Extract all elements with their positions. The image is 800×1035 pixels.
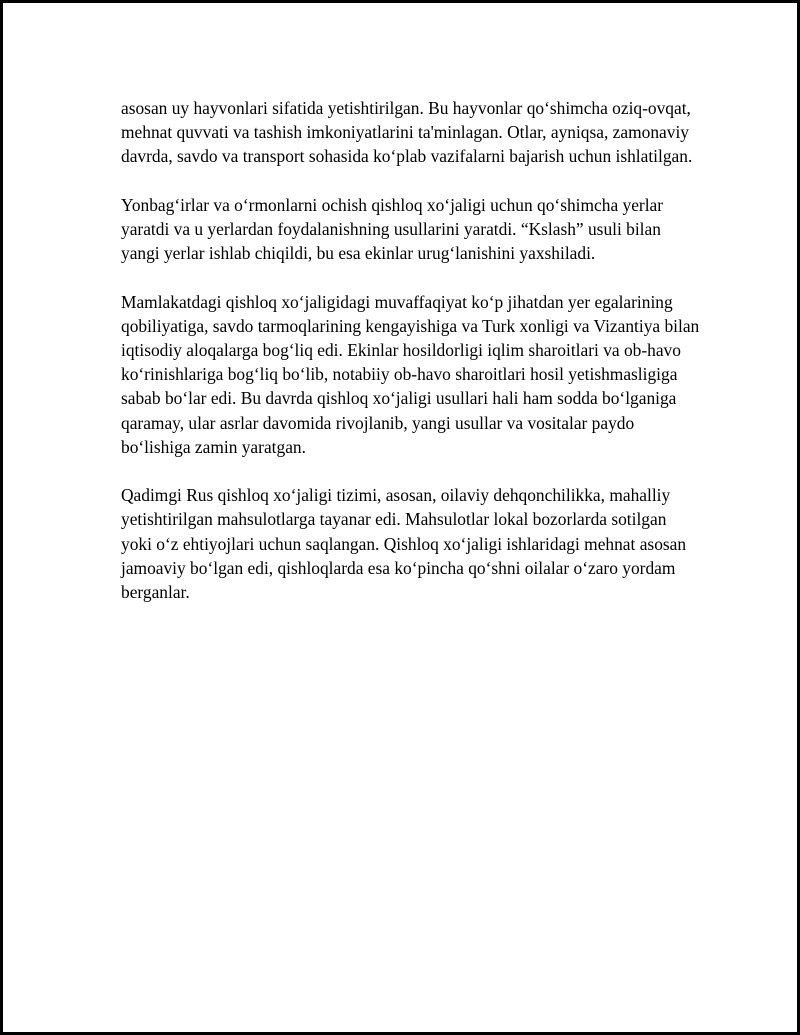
paragraph-4: Qadimgi Rus qishloq xo‘jaligi tizimi, asosan, oilaviy dehqonchilikka, mahalliy yetishtirilgan mahsulotlarga tayanar edi. Mahsulotlar lokal bozorlarda sotilgan yoki o‘z ehtiyojlari uchun saqlangan. Qishloq xo‘jaligi ishlaridagi mehnat asosan jamoaviy bo‘lgan edi, qishloqlarda esa ko‘pincha qo‘shni oilalar o‘zaro yordam berganlar. [121,485,687,603]
paragraph-2: Yonbag‘irlar va o‘rmonlarni ochish qishloq xo‘jaligi uchun qo‘shimcha yerlar yaratdi va u yerlardan foydalanishning usullarini yaratdi. “Kslash” usuli bilan yangi yerlar ishlab chiqildi, bu esa ekinlar urug‘lanishini yaxshiladi. [121,194,664,264]
paragraph-3: Mamlakatdagi qishloq xo‘jaligidagi muvaffaqiyat ko‘p jihatdan yer egalarining qobiliyatiga, savdo tarmoqlarining kengayishiga va Turk xonligi va Vizantiya bilan iqtisodiy aloqalarga bog‘liq edi. Ekinlar hosildorligi iqlim sharoitlari va ob-havo ko‘rinishlariga bog‘liq bo‘lib, notabiiy ob-havo sharoitlari hosil yetishmasligiga sabab bo‘lar edi. Bu davrda qishloq xo‘jaligi usullari hali ham sodda bo‘lganiga qaramay, ular asrlar davomida rivojlanib, yangi usullar va vositalar paydo bo‘lishiga zamin yaratgan. [121,291,700,457]
document-body [121,96,701,628]
paragraph-1: asosan uy hayvonlari sifatida yetishtirilgan. Bu hayvonlar qo‘shimcha oziq-ovqat, mehnat quvvati va tashish imkoniyatlarini ta'minlagan. Otlar, ayniqsa, zamonaviy davrda, savdo va transport sohasida ko‘plab vazifalarni bajarish uchun ishlatilgan. [121,98,693,167]
